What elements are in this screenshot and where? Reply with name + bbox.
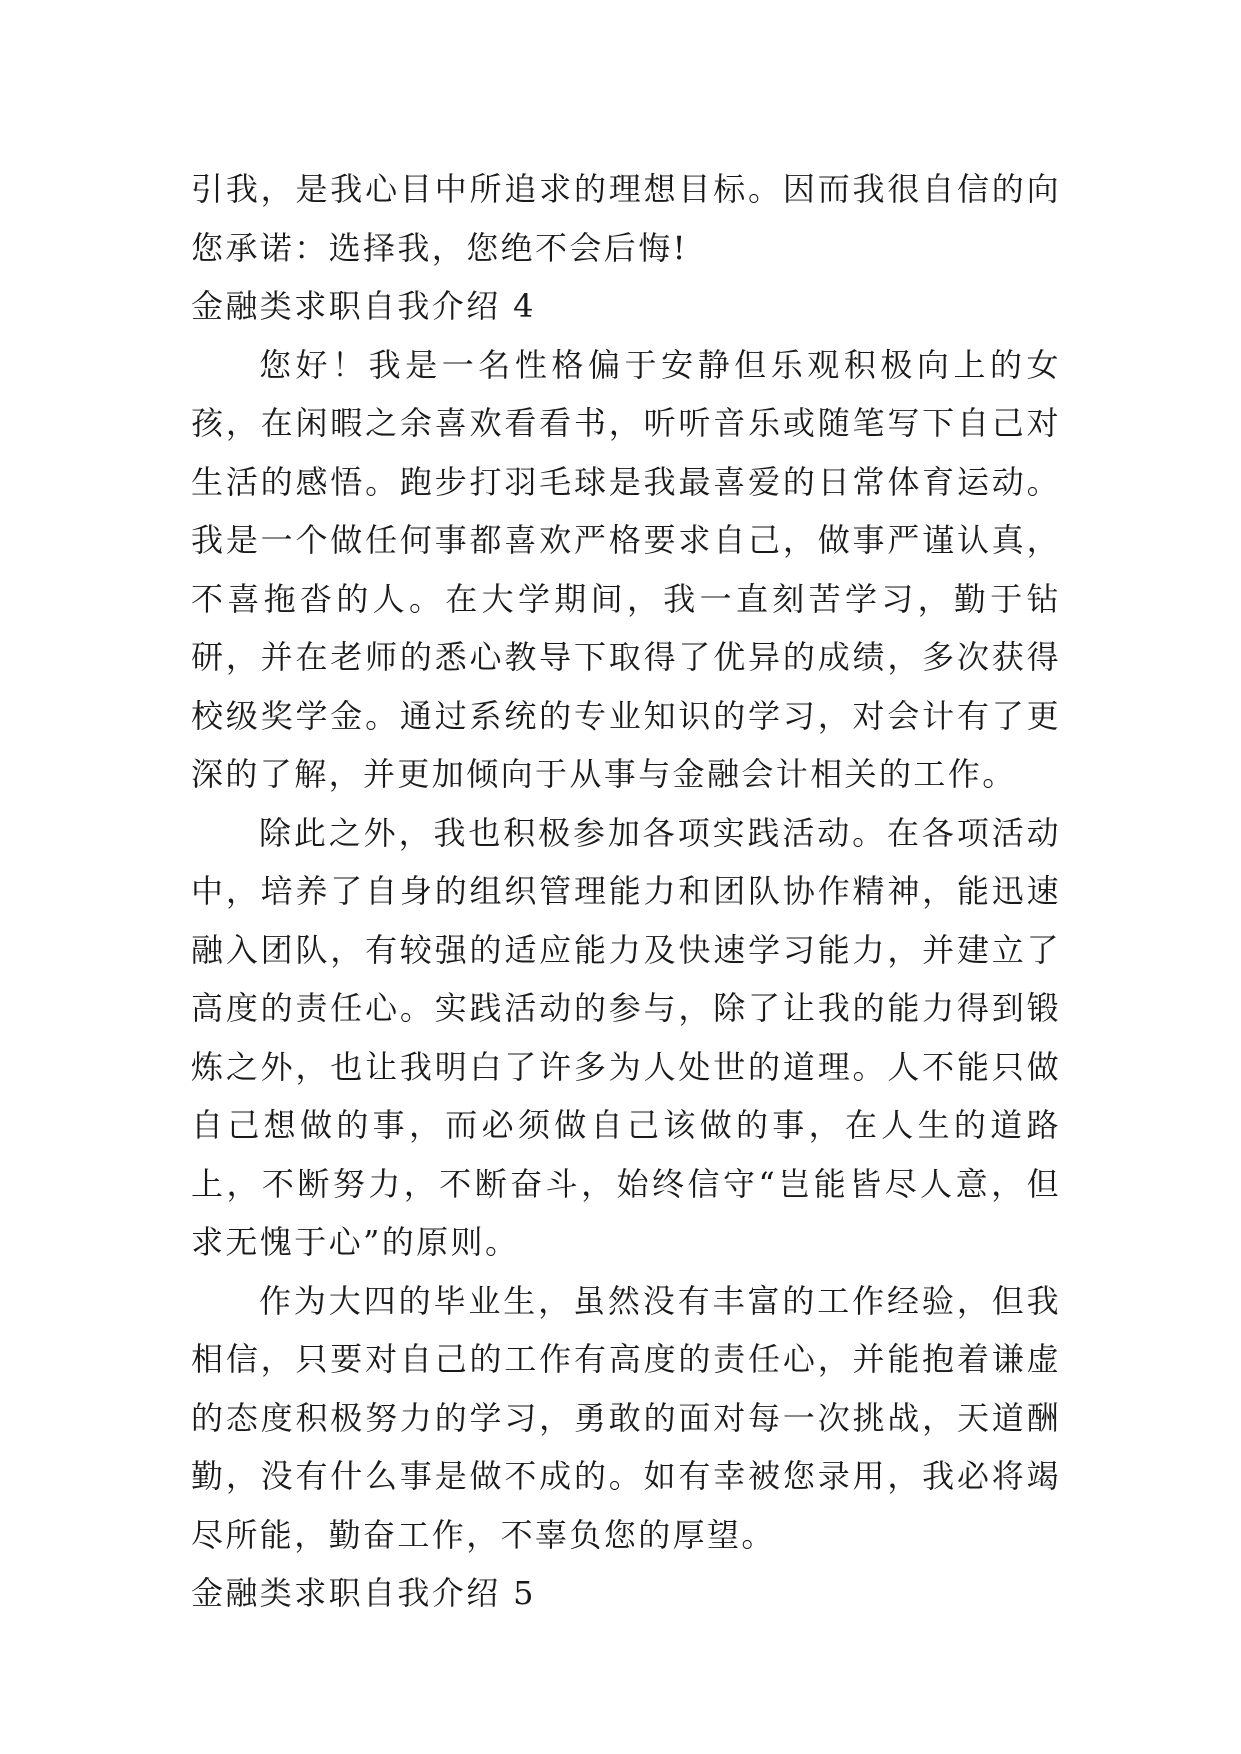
continuation-paragraph: 引我，是我心目中所追求的理想目标。因而我很自信的向您承诺：选择我，您绝不会后悔! — [191, 170, 1061, 267]
paragraph-activities: 除此之外，我也积极参加各项实践活动。在各项活动中，培养了自身的组织管理能力和团队协作精神，能迅速融入团队，有较强的适应能力及快速学习能力，并建立了高度的责任心。实践活动的参与，除了让我的能力得到锻炼之外，也让我明白了许多为人处世的道理。人不能只做自己想做的事，而必须做自己该做的事，在人生的道路上，不断努力，不断奋斗，始终信守“岂能皆尽人意，但求无愧于心”的原则。 — [191, 813, 1061, 1261]
section-heading-5: 金融类求职自我介绍 5 — [191, 1574, 536, 1612]
paragraph-intro: 您好！我是一名性格偏于安静但乐观积极向上的女孩，在闲暇之余喜欢看看书，听听音乐或随笔写下自己对生活的感悟。跑步打羽毛球是我最喜爱的日常体育运动。我是一个做任何事都喜欢严格要求自己，做事严谨认真，不喜拖沓的人。在大学期间，我一直刻苦学习，勤于钻研，并在老师的悉心教导下取得了优异的成绩，多次获得校级奖学金。通过系统的专业知识的学习，对会计有了更深的了解，并更加倾向于从事与金融会计相关的工作。 — [191, 345, 1061, 793]
paragraph-conclusion: 作为大四的毕业生，虽然没有丰富的工作经验，但我相信，只要对自己的工作有高度的责任心，并能抱着谦虚的态度积极努力的学习，勇敢的面对每一次挑战，天道酬勤，没有什么事是做不成的。如有幸被您录用，我必将竭尽所能，勤奋工作，不辜负您的厚望。 — [191, 1281, 1061, 1554]
document-body — [191, 160, 1061, 1623]
section-heading-4: 金融类求职自我介绍 4 — [191, 287, 536, 325]
